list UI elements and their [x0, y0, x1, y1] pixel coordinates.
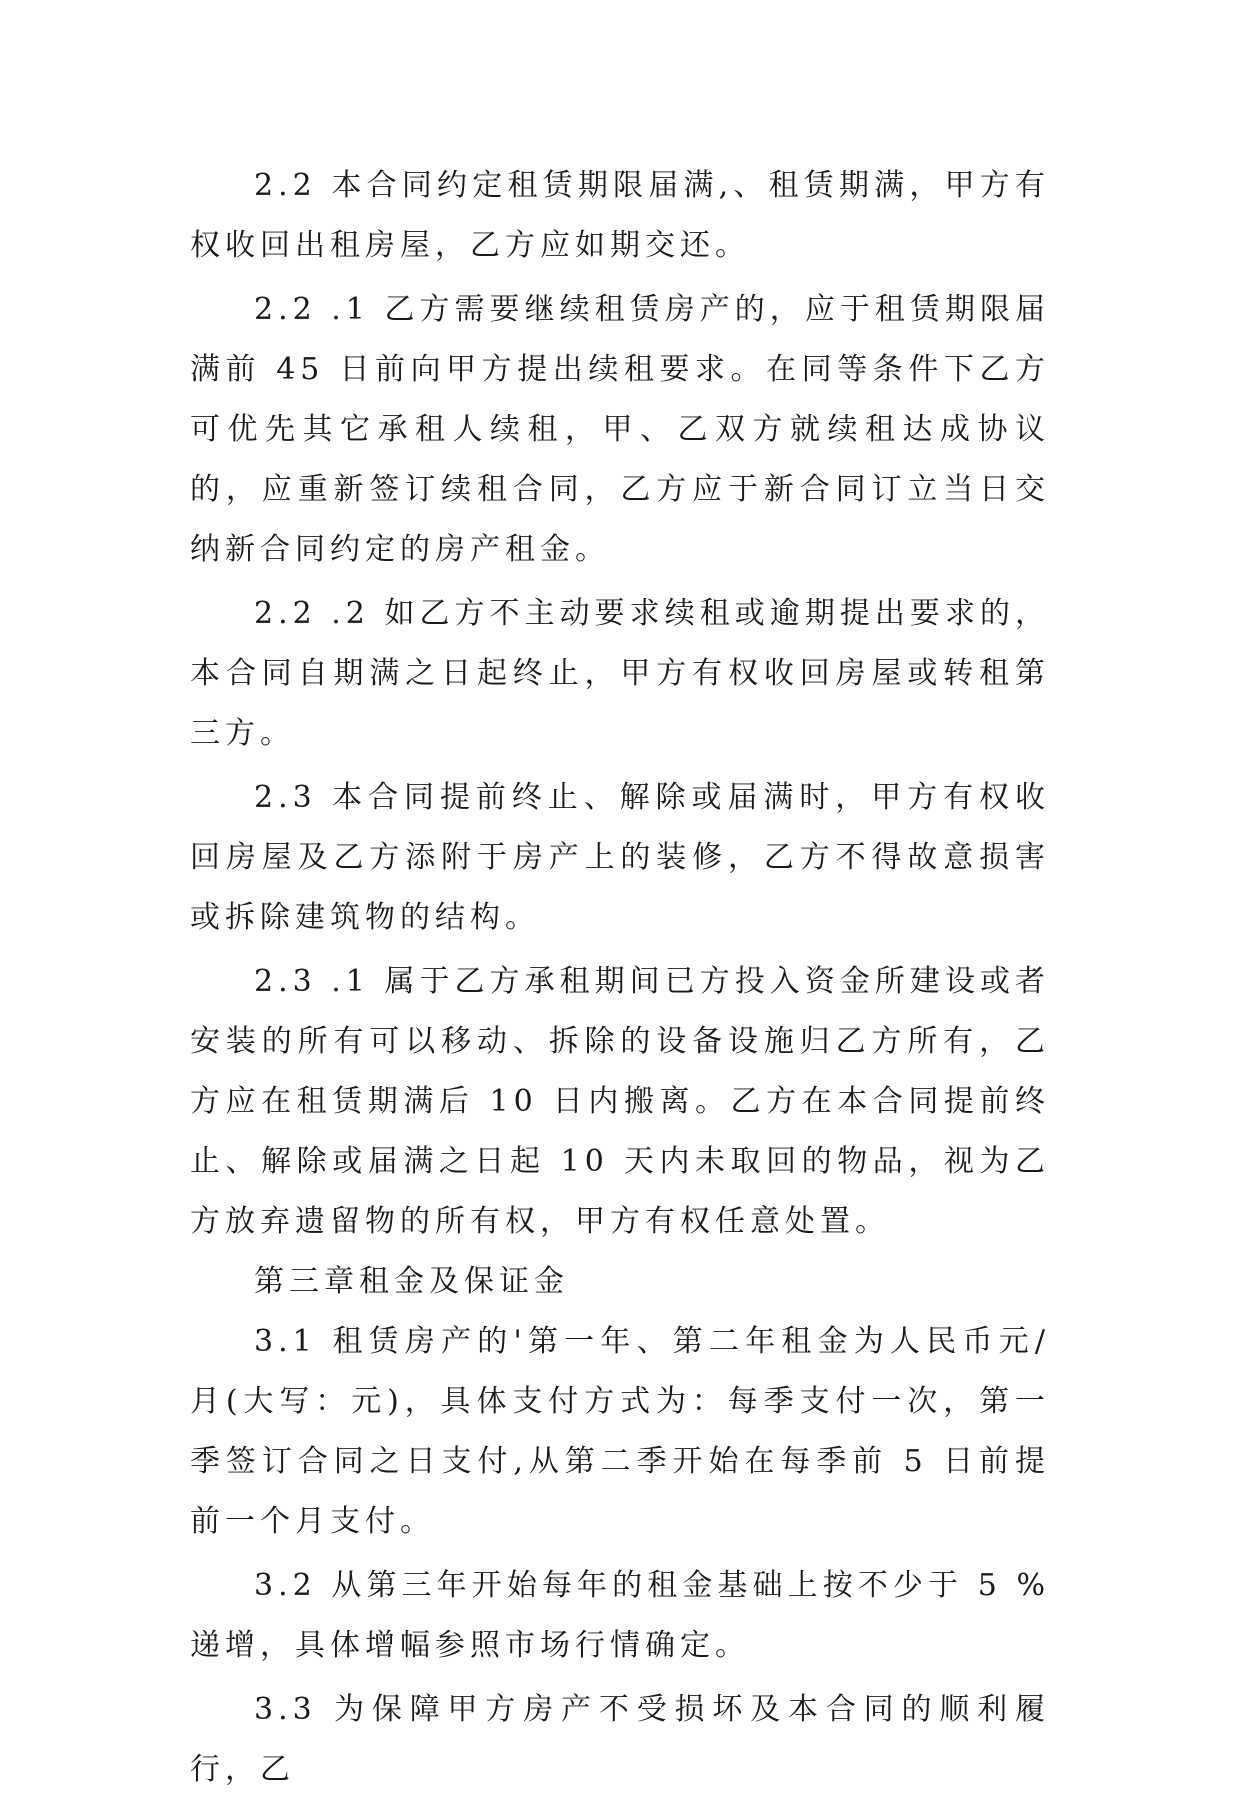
clause-2-2: 2.2 本合同约定租赁期限届满,、租赁期满，甲方有权收回出租房屋，乙方应如期交还。: [190, 168, 1050, 263]
clause-3-1: 3.1 租赁房产的'第一年、第二年租金为人民币元/月(大写：元)，具体支付方式为：每季支付一次，第一季签订合同之日支付,从第二季开始在每季前 5 日前提前一个月支付。: [190, 1324, 1050, 1539]
clause-3-2: 3.2 从第三年开始每年的租金基础上按不少于 5 %递增，具体增幅参照市场行情确定。: [190, 1568, 1050, 1663]
document-body: [190, 156, 1050, 1800]
clause-2-3: 2.3 本合同提前终止、解除或届满时，甲方有权收回房屋及乙方添附于房产上的装修，乙方不得故意损害或拆除建筑物的结构。: [190, 780, 1050, 935]
clause-2-3-1: 2.3 .1 属于乙方承租期间已方投入资金所建设或者安装的所有可以移动、拆除的设备设施归乙方所有，乙方应在租赁期满后 10 日内搬离。乙方在本合同提前终止、解除或届满之日起 10 天内未取回的物品，视为乙方放弃遗留物的所有权，甲方有权任意处置。: [190, 964, 1050, 1239]
clause-3-3: 3.3 为保障甲方房产不受损坏及本合同的顺利履行，乙: [190, 1692, 1050, 1787]
chapter-3-heading: 第三章租金及保证金: [254, 1264, 569, 1299]
clause-2-2-1: 2.2 .1 乙方需要继续租赁房产的，应于租赁期限届满前 45 日前向甲方提出续租要求。在同等条件下乙方可优先其它承租人续租，甲、乙双方就续租达成协议的，应重新签订续租合同，乙方应于新合同订立当日交纳新合同约定的房产租金。: [190, 292, 1050, 567]
clause-2-2-2: 2.2 .2 如乙方不主动要求续租或逾期提出要求的，本合同自期满之日起终止，甲方有权收回房屋或转租第三方。: [190, 596, 1050, 751]
